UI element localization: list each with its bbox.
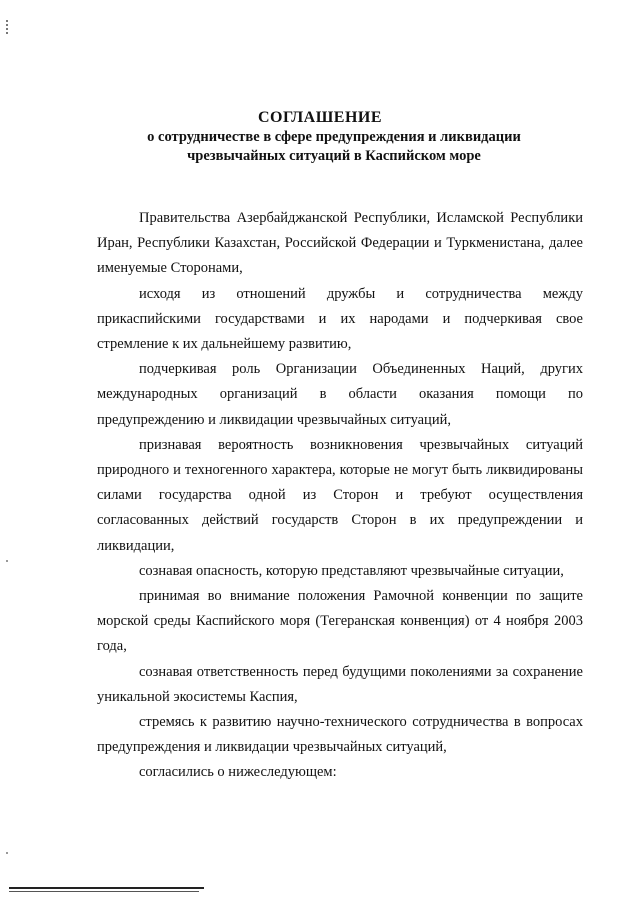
document-title: СОГЛАШЕНИЕ bbox=[257, 109, 383, 126]
document-body bbox=[97, 206, 583, 786]
paragraph-responsibility: сознавая ответственность перед будущими поколениями за сохранение уникальной экосистемы Каспия, bbox=[97, 663, 583, 705]
footnote-rule-shadow bbox=[9, 891, 199, 892]
paragraph-probability: признавая вероятность возникновения чрезвычайных ситуаций природного и техногенного характера, которые не могут быть ликвидированы силами государства одной из Сторон и требуют осуществления согласованных действий государств Сторон в их предупреждении и ликвидации, bbox=[97, 436, 583, 554]
paragraph-closing: согласились о нижеследующем: bbox=[139, 764, 337, 781]
margin-scan-mark bbox=[4, 18, 10, 36]
document-subtitle-line-1: о сотрудничестве в сфере предупреждения и ликвидации bbox=[147, 129, 521, 145]
paragraph-parties: Правительства Азербайджанской Республики, Исламской Республики Иран, Республики Казахстан, Российской Федерации и Туркменистана, далее именуемые Сторонами, bbox=[97, 210, 583, 277]
paragraph-friendship: исходя из отношений дружбы и сотрудничества между прикаспийскими государствами и их народами и подчеркивая свое стремление к их дальнейшему развитию, bbox=[97, 285, 583, 353]
paragraph-tehran-convention: принимая во внимание положения Рамочной конвенции по защите морской среды Каспийского моря (Тегеранская конвенция) от 4 ноября 2003 года, bbox=[97, 588, 583, 655]
scan-speck bbox=[6, 852, 8, 854]
paragraph-un-role: подчеркивая роль Организации Объединенных Наций, других международных организаций в области оказания помощи по предупреждению и ликвидации чрезвычайных ситуаций, bbox=[97, 361, 583, 428]
title-block bbox=[0, 108, 640, 166]
scan-speck bbox=[6, 560, 8, 562]
footnote-rule bbox=[9, 887, 204, 889]
paragraph-danger: сознавая опасность, которую представляют чрезвычайные ситуации, bbox=[139, 562, 564, 579]
paragraph-cooperation: стремясь к развитию научно-технического сотрудничества в вопросах предупреждения и ликвидации чрезвычайных ситуаций, bbox=[97, 714, 583, 756]
document-subtitle-line-2: чрезвычайных ситуаций в Каспийском море bbox=[187, 148, 481, 164]
